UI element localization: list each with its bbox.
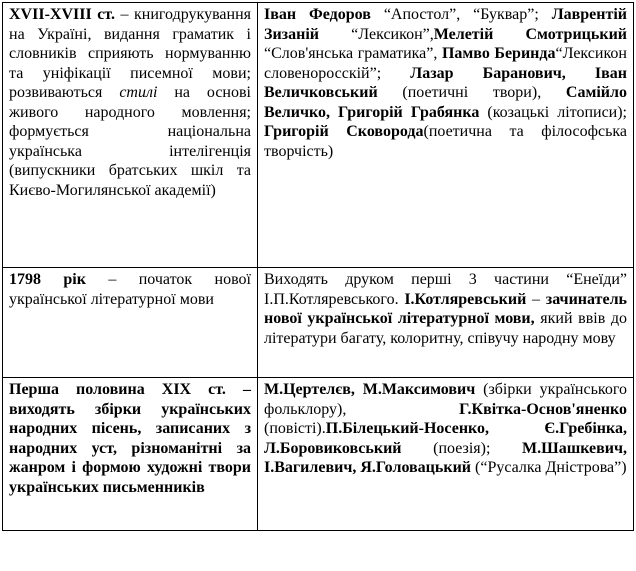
period-description: – книгодрукування на Україні, видання граматик і словників сприяють нормуванню та уніфікації писемної мови; розвиваються (9, 6, 251, 101)
period-description-cont: на основі живого народного мовлення; формується національна українська інтелігенція (випускники братських шкіл та Києво-Могилянської академії) (9, 84, 251, 199)
period-cell (3, 378, 258, 531)
figure-work: (поетична та філософська творчість) (264, 123, 627, 160)
figure-work: “Слов'янська граматика”, (264, 45, 442, 62)
period-label: Перша половина XIX ст. (9, 381, 226, 398)
figure-work: (повісті). (264, 420, 326, 437)
figure-name: зачинатель нової української літературної мови, (264, 290, 627, 327)
figure-name: Памво Беринда (441, 45, 556, 62)
figure-name: Самійло Величко, Григорій Грабянка (264, 84, 627, 121)
figures-cell (258, 378, 634, 531)
figure-work: – (526, 290, 546, 308)
period-description: – початок нової української літературної мови (9, 271, 252, 308)
figure-work: який ввів до літератури багату, колоритну, співучу народну мову (264, 310, 627, 347)
figure-work: (поетичні твори), (377, 84, 566, 101)
figure-name: Мелетій Смотрицький (433, 25, 627, 43)
period-cell (3, 3, 258, 268)
figure-name: Г.Квітка-Основ'яненко (459, 400, 627, 418)
table-row (3, 268, 634, 378)
period-label: 1798 рік (9, 271, 86, 288)
figure-work: (поезія); (401, 439, 523, 457)
figure-work: (збірки українського фольклору), (264, 381, 627, 418)
figure-name: П.Білецький-Носенко, Є.Гребінка, Л.Боровиковський (264, 420, 627, 457)
figure-name: Григорій Сковорода (264, 123, 424, 140)
period-cell (3, 268, 258, 378)
period-description: – виходять збірки українських народних пісень, записаних з народних уст, різноманітні за жанром і формою художні твори українських письменників (9, 381, 251, 496)
figure-name: Лаврентій Зизаній (264, 6, 628, 43)
figure-name: Іван Федоров (264, 6, 371, 23)
figure-work: “Лексикон”, (318, 25, 434, 43)
figure-work: (козацькі літописи); (479, 103, 627, 121)
figure-name: М.Цертелєв, М.Максимович (264, 381, 476, 398)
figure-work: (“Русалка Дністрова”) (471, 459, 627, 476)
figure-name: І.Котляревський (404, 290, 527, 308)
period-italic: стилі (119, 84, 158, 101)
figure-work: “Лексикон словеноросскій”; (264, 45, 627, 82)
figure-name: М.Шашкевич, І.Вагилевич, Я.Головацький (264, 439, 627, 476)
table-row (3, 3, 634, 268)
period-label: XVII-XVIII ст. (9, 6, 115, 23)
history-table (2, 2, 634, 531)
figure-name: Лазар Баранович, Іван Величковський (264, 64, 628, 101)
figures-cell (258, 3, 634, 268)
table-row (3, 378, 634, 531)
figure-work: “Апостол”, “Буквар”; (370, 6, 552, 23)
figure-work: Виходять друком перші 3 частини “Енеїди” І.П.Котляревського. (264, 271, 627, 308)
figures-cell (258, 268, 634, 378)
